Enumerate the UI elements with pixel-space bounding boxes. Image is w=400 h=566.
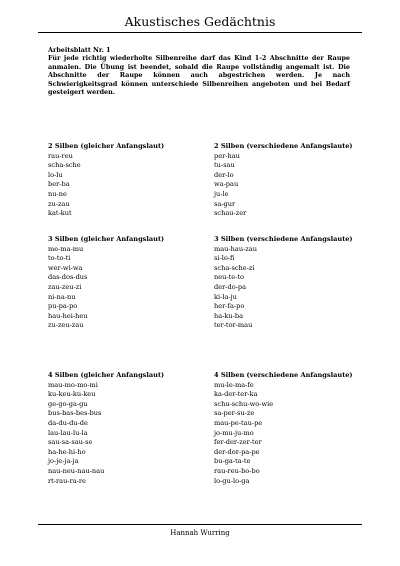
syllable-sequence: nau-neu-nau-nau — [48, 466, 105, 475]
syllable-sequence: ju-le — [214, 189, 229, 198]
syllable-sequence: lo-gu-lo-ga — [214, 476, 250, 485]
syllable-sequence: mau-pe-tau-pe — [214, 418, 263, 427]
column-different-initial — [214, 235, 358, 331]
column-same-initial — [48, 235, 214, 331]
syllable-sequence: zau-zeu-zi — [48, 282, 82, 291]
column-same-initial — [48, 371, 214, 486]
worksheet-instructions: Für jede richtig wiederholte Silbenreihe darf das Kind 1-2 Abschnitte der Raupe anmalen. Die Übung ist beendet, sobald die Raupe vollständig angemalt ist. Die Abschnitte der Raupe können auch abgestrichen werden. Je nach Schwierigkeitsgrad können unterschiede Silbenreihen angeboten und bei Bedarf gesteigert werden. — [48, 54, 350, 97]
syllable-sequence: rau-reu — [48, 151, 73, 160]
syllable-sequence: zu-zeu-zau — [48, 321, 84, 330]
document-title: Akustisches Gedächtnis — [124, 14, 276, 29]
syllable-sequence: nu-ne — [48, 189, 67, 198]
syllable-sequence: mu-le-ma-fe — [214, 380, 254, 389]
syllable-sequence: ter-tor-mau — [214, 321, 253, 330]
column-heading: 4 Silben (gleicher Anfangslaut) — [48, 371, 165, 379]
syllable-sequence: hau-hei-heu — [48, 311, 88, 320]
syllable-sequence: da-du-du-de — [48, 418, 88, 427]
syllable-sequence: ki-la-ju — [214, 292, 237, 301]
syllable-sequence: ku-keu-ku-keu — [48, 390, 96, 399]
column-different-initial — [214, 142, 358, 219]
syllable-sequence: ber-ba — [48, 180, 70, 189]
syllable-sequence: mau-hau-zau — [214, 244, 257, 253]
syllable-sequence: der-lo — [214, 170, 234, 179]
column-heading: 4 Silben (verschiedene Anfangslaute) — [214, 371, 353, 379]
syllable-sequence: jo-je-ja-ja — [48, 457, 79, 466]
syllable-sequence: me-ma-mu — [48, 244, 84, 253]
syllable-sequence: bu-ga-ta-te — [214, 457, 251, 466]
syllable-sequence: her-fa-po — [214, 302, 245, 311]
syllable-sequence: wa-pau — [214, 180, 239, 189]
syllable-sequence: ka-der-ter-ka — [214, 390, 258, 399]
syllable-sequence: ge-go-ga-gu — [48, 399, 88, 408]
syllable-sequence: ha-he-hi-ho — [48, 447, 86, 456]
page-footer — [38, 524, 362, 538]
syllable-sequence: zu-zau — [48, 199, 70, 208]
syllable-sequence: sa-gur — [214, 199, 236, 208]
syllable-sequence: mau-mo-mo-mi — [48, 380, 98, 389]
column-different-initial — [214, 371, 358, 486]
column-heading: 3 Silben (gleicher Anfangslaut) — [48, 235, 165, 243]
column-same-initial — [48, 142, 214, 219]
syllable-sequence: neu-te-to — [214, 273, 245, 282]
syllable-sequence: schu-schu-wo-wie — [214, 399, 274, 408]
syllable-sequence: kat-kut — [48, 209, 72, 218]
column-heading: 2 Silben (verschiedene Anfangslaute) — [214, 142, 353, 150]
syllable-sequence: das-dos-dus — [48, 273, 88, 282]
column-heading: 2 Silben (gleicher Anfangslaut) — [48, 142, 165, 150]
column-heading: 3 Silben (verschiedene Anfangslaute) — [214, 235, 353, 243]
syllable-sequence: ni-na-nu — [48, 292, 76, 301]
syllable-sequence: lo-lu — [48, 170, 63, 179]
syllable-sequence: schau-zer — [214, 209, 247, 218]
section-2-syllables — [48, 142, 358, 219]
syllable-sequence: rau-reu-bo-bo — [214, 466, 260, 475]
intro-block — [48, 46, 350, 96]
syllable-sequence: fer-der-zer-ter — [214, 438, 262, 447]
syllable-sequence: bus-bas-bes-bus — [48, 409, 102, 418]
syllable-sequence: pu-pa-po — [48, 302, 78, 311]
author-name: Hannah Wurring — [170, 529, 230, 537]
syllable-sequence: ha-ku-ba — [214, 311, 244, 320]
syllable-sequence: scha-sche-zi — [214, 263, 255, 272]
syllable-sequence: scha-sche — [48, 161, 81, 170]
section-4-syllables — [48, 371, 358, 486]
worksheet-title: Arbeitsblatt Nr. 1 — [48, 46, 111, 54]
section-3-syllables — [48, 235, 358, 331]
syllable-sequence: per-hau — [214, 151, 240, 160]
page-header — [38, 14, 362, 33]
syllable-sequence: wer-wi-wa — [48, 263, 83, 272]
syllable-sequence: tu-sau — [214, 161, 235, 170]
syllable-sequence: sau-sa-sau-se — [48, 438, 93, 447]
syllable-sequence: lau-lau-lu-la — [48, 428, 88, 437]
syllable-sequence: jo-mu-ju-mo — [214, 428, 254, 437]
syllable-sequence: si-lo-fi — [214, 254, 235, 263]
syllable-sequence: der-dor-pa-pe — [214, 447, 260, 456]
syllable-sequence: rt-rau-ra-re — [48, 476, 86, 485]
syllable-sequence: to-to-ti — [48, 254, 71, 263]
syllable-sequence: sa-per-su-ze — [214, 409, 255, 418]
syllable-sequence: der-do-pa — [214, 282, 247, 291]
